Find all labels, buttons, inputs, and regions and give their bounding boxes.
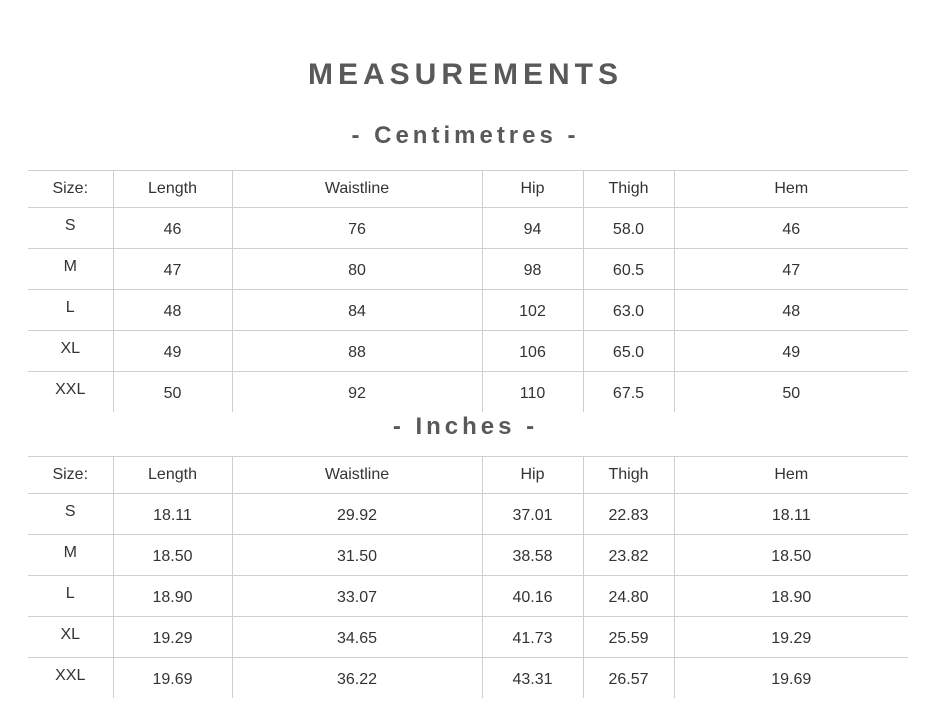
thigh-cell: 23.82 — [583, 535, 674, 576]
hem-cell: 19.29 — [674, 617, 908, 658]
waistline-cell: 29.92 — [232, 494, 482, 535]
size-cell: XXL — [28, 658, 113, 699]
hem-cell: 47 — [674, 249, 908, 290]
hip-cell: 37.01 — [482, 494, 583, 535]
column-header-thigh: Thigh — [583, 171, 674, 208]
waistline-cell: 36.22 — [232, 658, 482, 699]
thigh-cell: 22.83 — [583, 494, 674, 535]
table-row — [28, 331, 908, 372]
waistline-cell: 84 — [232, 290, 482, 331]
waistline-cell: 34.65 — [232, 617, 482, 658]
table-row — [28, 617, 908, 658]
table-header-row — [28, 171, 908, 208]
length-cell: 18.11 — [113, 494, 232, 535]
table-row — [28, 208, 908, 249]
hip-cell: 40.16 — [482, 576, 583, 617]
page-title: MEASUREMENTS — [307, 58, 623, 91]
hip-cell: 43.31 — [482, 658, 583, 699]
length-cell: 47 — [113, 249, 232, 290]
hip-cell: 38.58 — [482, 535, 583, 576]
size-cell: S — [28, 208, 113, 249]
waistline-cell: 88 — [232, 331, 482, 372]
column-header-size: Size: — [28, 457, 113, 494]
inches-heading: - Inches - — [392, 413, 539, 440]
table-row — [28, 576, 908, 617]
length-cell: 48 — [113, 290, 232, 331]
table-row — [28, 658, 908, 699]
size-cell: L — [28, 576, 113, 617]
thigh-cell: 63.0 — [583, 290, 674, 331]
hip-cell: 110 — [482, 372, 583, 413]
waistline-cell: 92 — [232, 372, 482, 413]
table-row — [28, 372, 908, 413]
waistline-cell: 33.07 — [232, 576, 482, 617]
size-cell: M — [28, 249, 113, 290]
thigh-cell: 60.5 — [583, 249, 674, 290]
centimetres-heading: - Centimetres - — [351, 122, 580, 149]
table-header-row — [28, 457, 908, 494]
table-row — [28, 290, 908, 331]
size-cell: M — [28, 535, 113, 576]
column-header-length: Length — [113, 171, 232, 208]
column-header-hem: Hem — [674, 171, 908, 208]
column-header-waistline: Waistline — [232, 457, 482, 494]
length-cell: 19.29 — [113, 617, 232, 658]
hem-cell: 18.50 — [674, 535, 908, 576]
table-row — [28, 249, 908, 290]
table-row — [28, 494, 908, 535]
thigh-cell: 58.0 — [583, 208, 674, 249]
hem-cell: 18.90 — [674, 576, 908, 617]
hem-cell: 19.69 — [771, 671, 812, 688]
length-cell: 18.90 — [113, 576, 232, 617]
hip-cell: 106 — [482, 331, 583, 372]
length-cell: 49 — [113, 331, 232, 372]
thigh-cell: 65.0 — [583, 331, 674, 372]
column-header-length: Length — [113, 457, 232, 494]
centimetres-table — [28, 170, 908, 412]
table-row — [28, 535, 908, 576]
thigh-cell: 24.80 — [583, 576, 674, 617]
column-header-waistline: Waistline — [232, 171, 482, 208]
size-cell: XXL — [28, 372, 113, 413]
hip-cell: 94 — [482, 208, 583, 249]
size-cell: S — [28, 494, 113, 535]
hem-cell: 48 — [674, 290, 908, 331]
thigh-cell: 25.59 — [583, 617, 674, 658]
waistline-cell: 80 — [232, 249, 482, 290]
thigh-cell: 26.57 — [583, 658, 674, 699]
size-cell: XL — [28, 331, 113, 372]
hem-cell: 46 — [674, 208, 908, 249]
length-cell: 19.69 — [113, 658, 232, 699]
hem-cell: 18.11 — [674, 494, 908, 535]
inches-table — [28, 456, 908, 698]
hip-cell: 98 — [482, 249, 583, 290]
hem-cell: 50 — [782, 385, 801, 402]
thigh-cell: 67.5 — [583, 372, 674, 413]
length-cell: 50 — [113, 372, 232, 413]
hip-cell: 41.73 — [482, 617, 583, 658]
hip-cell: 102 — [482, 290, 583, 331]
length-cell: 46 — [113, 208, 232, 249]
column-header-size: Size: — [28, 171, 113, 208]
column-header-hem: Hem — [674, 457, 908, 494]
length-cell: 18.50 — [113, 535, 232, 576]
size-cell: L — [28, 290, 113, 331]
size-cell: XL — [28, 617, 113, 658]
waistline-cell: 31.50 — [232, 535, 482, 576]
column-header-thigh: Thigh — [583, 457, 674, 494]
hem-cell: 49 — [674, 331, 908, 372]
column-header-hip: Hip — [482, 457, 583, 494]
column-header-hip: Hip — [482, 171, 583, 208]
waistline-cell: 76 — [232, 208, 482, 249]
